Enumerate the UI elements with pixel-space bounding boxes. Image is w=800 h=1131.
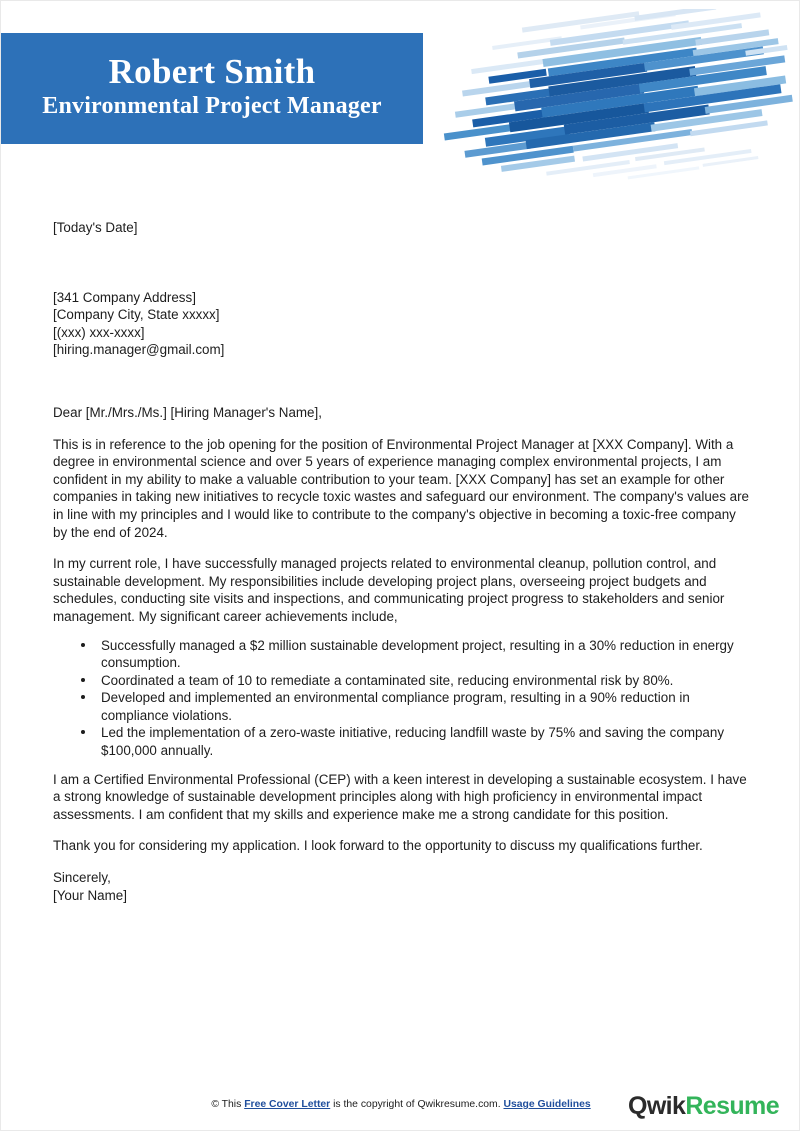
signature-placeholder: [Your Name] xyxy=(53,887,127,903)
recipient-address-line: [341 Company Address] xyxy=(53,289,196,305)
spacer-before-closing xyxy=(53,855,753,869)
list-item xyxy=(53,724,753,759)
qwikresume-logo[interactable] xyxy=(628,1092,779,1121)
recipient-city-state-zip: [Company City, State xxxxx] xyxy=(53,307,220,323)
recipient-phone: [(xxx) xxx-xxxx] xyxy=(53,324,145,340)
letter-body xyxy=(53,219,753,904)
date-placeholder: [Today's Date] xyxy=(53,220,138,235)
achievement-text: Coordinated a team of 10 to remediate a contaminated site, reducing environmental risk by 80%. xyxy=(101,672,674,688)
page-footer xyxy=(1,1084,800,1131)
salutation: Dear [Mr./Mrs./Ms.] [Hiring Manager's Name], xyxy=(53,404,322,420)
letter-header xyxy=(1,1,799,201)
achievement-text: Successfully managed a $2 million sustainable development project, resulting in a 30% reduction in energy consumption. xyxy=(101,637,734,671)
bullet-dot-icon xyxy=(81,643,85,647)
free-cover-letter-link[interactable]: Free Cover Letter xyxy=(244,1099,331,1110)
closing-block xyxy=(53,869,753,904)
spacer-before-list xyxy=(53,626,753,637)
bullet-dot-icon xyxy=(81,730,85,734)
name-title-block xyxy=(1,33,423,144)
list-item xyxy=(53,672,753,690)
spacer-after-address xyxy=(53,359,753,404)
spacer-paragraph-1 xyxy=(53,541,753,555)
closing-salutation: Sincerely, xyxy=(53,870,111,886)
achievement-text: Developed and implemented an environmental compliance program, resulting in a 90% reduction in compliance violations. xyxy=(101,690,690,723)
body-paragraph-3: I am a Certified Environmental Professional (CEP) with a keen interest in developing a sustainable ecosystem. I have a strong knowledge of sustainable development principles along with high proficiency in environmental impact assessments. I am confident that my skills and experience make me a strong candidate for this position. xyxy=(53,771,747,822)
applicant-job-title: Environmental Project Manager xyxy=(42,93,382,120)
recipient-address-block xyxy=(53,289,753,359)
blue-slanted-stripes-graphic xyxy=(441,9,796,194)
logo-text-resume: Resume xyxy=(685,1092,779,1120)
bullet-dot-icon xyxy=(81,678,85,682)
spacer-paragraph-3 xyxy=(53,823,753,837)
bullet-dot-icon xyxy=(81,695,85,699)
spacer-after-list xyxy=(53,760,753,771)
body-paragraph-2: In my current role, I have successfully managed projects related to environmental cleanup, pollution control, and sustainable development. My responsibilities include developing project plans, overseeing project budgets and schedules, conducting site visits and inspections, and communicating project progress to stakeholders and senior management. My significant career achievements include, xyxy=(53,556,725,624)
copyright-prefix: © This xyxy=(211,1099,245,1110)
spacer-after-date xyxy=(53,237,753,289)
copyright-middle: is the copyright of Qwikresume.com. xyxy=(330,1099,504,1110)
body-paragraph-1: This is in reference to the job opening for the position of Environmental Project Manager at [XXX Company]. With a degree in environmental science and over 5 years of experience managing complex environmental projects, I am confident in my ability to make a valuable contribution to your team. [XXX Company] has set an example for other companies in taking new initiatives to recycle toxic wastes and safeguard our environment. The company's values are in line with my principles and I would like to contribute to the company's objective in becoming a toxic-free company by the end of 2024. xyxy=(53,436,750,540)
applicant-name: Robert Smith xyxy=(108,52,316,92)
usage-guidelines-link[interactable]: Usage Guidelines xyxy=(503,1099,591,1110)
logo-text-qwik: Qwik xyxy=(627,1092,686,1120)
recipient-email: [hiring.manager@gmail.com] xyxy=(53,342,225,358)
list-item xyxy=(53,689,753,724)
body-paragraph-4: Thank you for considering my application. I look forward to the opportunity to discuss my qualifications further. xyxy=(53,838,703,854)
list-item xyxy=(53,637,753,672)
achievement-text: Led the implementation of a zero-waste initiative, reducing landfill waste by 75% and saving the company $100,000 annually. xyxy=(101,725,725,759)
achievements-list xyxy=(53,637,753,760)
spacer-after-salutation xyxy=(53,422,753,436)
